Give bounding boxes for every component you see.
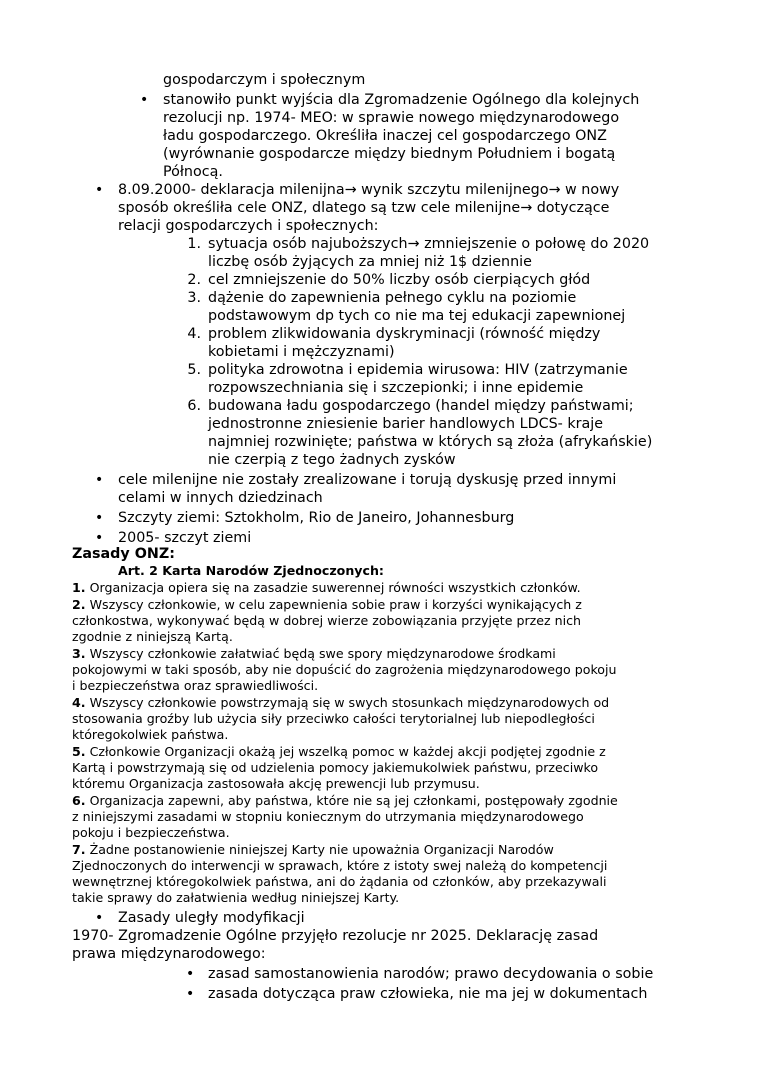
bullet-icon: • [95,530,104,546]
text-line: Północą. [163,164,223,180]
article-line [72,597,582,612]
text-line: zasad samostanowienia narodów; prawo decydowania o sobie [208,966,654,982]
article-line: stosowania groźby lub użycia siły przeciwko całości terytorialnej lub niepodległości [72,711,595,726]
article-line: pokoju i bezpieczeństwa. [72,825,230,840]
text-line: sytuacja osób najuboższych→ zmniejszenie o połowę do 2020 [208,236,650,252]
text-line: jednostronne zniesienie barier handlowych LDCS- kraje [208,416,604,432]
list-number: 1. [187,236,201,252]
text-line: rozpowszechniania się i szczepionki; i inne epidemie [208,380,584,396]
bullet-icon: • [140,92,149,108]
article-line [72,842,554,857]
list-number: 5. [187,362,201,378]
article-text: Wszyscy członkowie powstrzymają się w swych stosunkach międzynarodowych od [89,695,610,710]
text-line: (wyrównanie gospodarcze między biednym Południem i bogatą [163,146,616,162]
article-line: któregokolwiek państwa. [72,727,229,742]
article-text: Wszyscy członkowie, w celu zapewnienia sobie praw i korzyści wynikających z [89,597,582,612]
list-number: 3. [187,290,201,306]
text-line: budowana ładu gospodarczego (handel między państwami; [208,398,634,414]
article-line: Kartą i powstrzymają się od udzielenia pomocy jakiemukolwiek państwu, przeciwko [72,760,599,775]
bullet-icon: • [95,910,104,926]
article-line: któremu Organizacja zastosowała akcję prewencji lub przymusu. [72,776,480,791]
text-line: 2005- szczyt ziemi [118,530,252,546]
list-number: 2. [187,272,201,288]
bullet-icon: • [95,510,104,526]
text-line: dążenie do zapewnienia pełnego cyklu na poziomie [208,290,577,306]
article-line: z niniejszymi zasadami w stopniu koniecznym do utrzymania międzynarodowego [72,809,584,824]
text-line: ładu gospodarczego. Określiła inaczej cel gospodarczego ONZ [163,128,607,144]
text-line: 8.09.2000- deklaracja milenijna→ wynik szczytu milenijnego→ w nowy [118,182,620,198]
article-line [72,580,581,595]
text-line: stanowiło punkt wyjścia dla Zgromadzenie Ogólnego dla kolejnych [163,92,640,108]
text-line: celami w innych dziedzinach [118,490,323,506]
text-line: Szczyty ziemi: Sztokholm, Rio de Janeiro, Johannesburg [118,510,515,526]
article-number: 5. [72,744,86,759]
article-line: zgodnie z niniejszą Kartą. [72,629,233,644]
text-line: cele milenijne nie zostały zrealizowane i torują dyskusję przed innymi [118,472,617,488]
text-line: polityka zdrowotna i epidemia wirusowa: HIV (zatrzymanie [208,362,628,378]
article-text: Żadne postanowienie niniejszej Karty nie upoważnia Organizacji Narodów [89,842,554,857]
text-line: nie czerpią z tego żadnych zysków [208,452,456,468]
bullet-icon: • [186,966,195,982]
bullet-icon: • [95,182,104,198]
list-number: 6. [187,398,201,414]
article-text: Organizacja zapewni, aby państwa, które nie są jej członkami, postępowały zgodnie [89,793,618,808]
text-line: liczbę osób żyjących za mniej niż 1$ dziennie [208,254,532,270]
article-line [72,744,606,759]
text-line: podstawowym dp tych co nie ma tej edukacji zapewnionej [208,308,626,324]
article-line: członkostwa, wykonywać będą w dobrej wierze zobowiązania przyjęte przez nich [72,613,582,628]
article-line: i bezpieczeństwa oraz sprawiedliwości. [72,678,319,693]
text-line: kobietami i mężczyznami) [208,344,395,360]
text-line: prawa międzynarodowego: [72,946,266,962]
text-line: rezolucji np. 1974- MEO: w sprawie nowego międzynarodowego [163,110,620,126]
text-line: Zasady uległy modyfikacji [118,910,305,926]
article-line: Zjednoczonych do interwencji w sprawach, które z istoty swej należą do kompetencji [72,858,608,873]
article-line [72,646,556,661]
list-number: 4. [187,326,201,342]
article-number: 2. [72,597,86,612]
text-line: cel zmniejszenie do 50% liczby osób cierpiących głód [208,272,591,288]
section-subheading: Art. 2 Karta Narodów Zjednoczonych: [118,563,384,578]
text-line: relacji gospodarczych i społecznych: [118,218,379,234]
article-number: 3. [72,646,86,661]
article-text: Wszyscy członkowie załatwiać będą swe spory międzynarodowe środkami [89,646,556,661]
text-line: gospodarczym i społecznym [163,72,366,88]
text-line: zasada dotycząca praw człowieka, nie ma jej w dokumentach [208,986,648,1002]
bullet-icon: • [186,986,195,1002]
text-line: sposób określiła cele ONZ, dlatego są tzw cele milenijne→ dotyczące [118,200,610,216]
article-line [72,695,609,710]
article-number: 7. [72,842,86,857]
text-line: najmniej rozwinięte; państwa w których są złoża (afrykańskie) [208,434,653,450]
article-line: pokojowymi w taki sposób, aby nie dopuścić do zagrożenia międzynarodowego pokoju [72,662,617,677]
text-line: problem zlikwidowania dyskryminacji (równość między [208,326,601,342]
bullet-icon: • [95,472,104,488]
article-number: 6. [72,793,86,808]
article-number: 4. [72,695,86,710]
article-text: Organizacja opiera się na zasadzie suwerennej równości wszystkich członków. [89,580,581,595]
article-line: takie sprawy do załatwienia według niniejszej Karty. [72,890,400,905]
article-line: wewnętrznej któregokolwiek państwa, ani do żądania od członków, aby przekazywali [72,874,607,889]
section-heading: Zasady ONZ: [72,546,175,562]
article-line [72,793,618,808]
article-number: 1. [72,580,86,595]
article-text: Członkowie Organizacji okażą jej wszelką pomoc w każdej akcji podjętej zgodnie z [89,744,606,759]
text-line: 1970- Zgromadzenie Ogólne przyjęło rezolucje nr 2025. Deklarację zasad [72,928,599,944]
